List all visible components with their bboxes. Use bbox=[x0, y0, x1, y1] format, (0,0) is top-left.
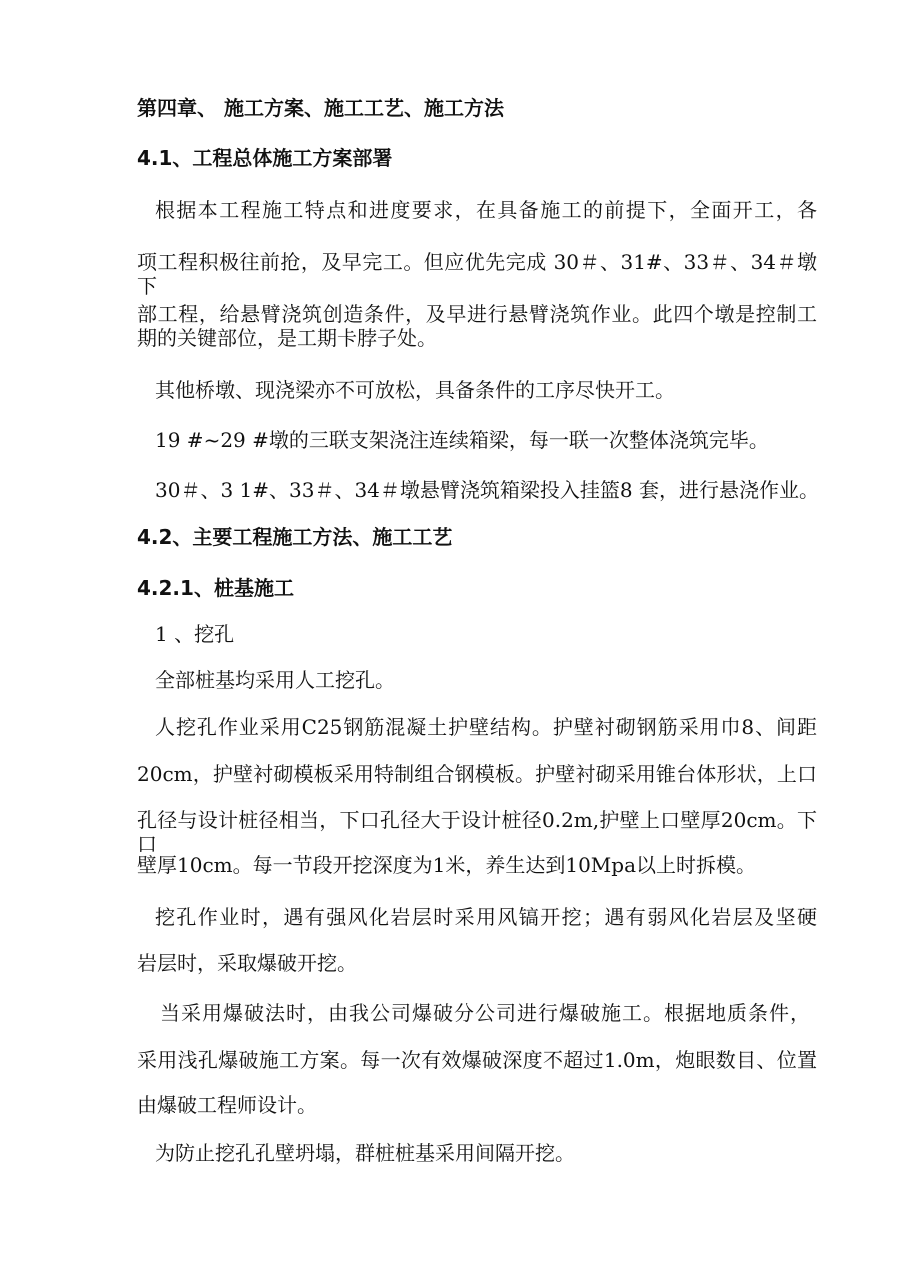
paragraph-line: 人挖孔作业采用C25钢筋混凝土护壁结构。护壁衬砌钢筋采用巾8、间距 bbox=[155, 715, 817, 739]
paragraph-line: 19 #~29 #墩的三联支架浇注连续箱梁，每一联一次整体浇筑完毕。 bbox=[155, 428, 769, 452]
chapter-title: 第四章、 施工方案、施工工艺、施工方法 bbox=[137, 96, 504, 120]
paragraph-line: 根据本工程施工特点和进度要求，在具备施工的前提下，全面开工，各 bbox=[155, 198, 817, 222]
section-heading-4-2: 4.2、主要工程施工方法、施工工艺 bbox=[137, 525, 453, 549]
paragraph-line: 由爆破工程师设计。 bbox=[137, 1093, 317, 1117]
paragraph-line: 为防止挖孔孔壁坍塌，群桩桩基采用间隔开挖。 bbox=[155, 1141, 575, 1165]
item-title: 1 、挖孔 bbox=[155, 622, 235, 646]
paragraph-line: 部工程，给悬臂浇筑创造条件，及早进行悬臂浇筑作业。此四个墩是控制工 bbox=[137, 302, 817, 326]
paragraph-line: 全部桩基均采用人工挖孔。 bbox=[155, 668, 395, 692]
paragraph-line: 20cm，护壁衬砌模板采用特制组合钢模板。护壁衬砌采用锥台体形状，上口 bbox=[137, 762, 817, 786]
section-heading-4-2-1: 4.2.1、桩基施工 bbox=[137, 576, 294, 600]
paragraph-line: 期的关键部位，是工期卡脖子处。 bbox=[137, 326, 437, 350]
paragraph-line: 孔径与设计桩径相当，下口孔径大于设计桩径0.2m,护壁上口壁厚20cm。下 口 bbox=[137, 808, 817, 856]
section-heading-4-1: 4.1、工程总体施工方案部署 bbox=[137, 146, 393, 170]
paragraph-line: 当采用爆破法时，由我公司爆破分公司进行爆破施工。根据地质条件， bbox=[160, 1001, 810, 1025]
paragraph-line: 壁厚10cm。每一节段开挖深度为1米，养生达到10Mpa以上时拆模。 bbox=[137, 853, 756, 877]
paragraph-line: 30＃、3 1#、33＃、34＃墩悬臂浇筑箱梁投入挂篮8 套，进行悬浇作业。 bbox=[155, 478, 819, 502]
paragraph-line: 项工程积极往前抢，及早完工。但应优先完成 30＃、31#、33＃、34＃墩下 bbox=[137, 250, 817, 298]
paragraph-line: 挖孔作业时，遇有强风化岩层时采用风镐开挖；遇有弱风化岩层及坚硬 bbox=[155, 905, 817, 929]
paragraph-line: 采用浅孔爆破施工方案。每一次有效爆破深度不超过1.0m，炮眼数目、位置 bbox=[137, 1048, 817, 1072]
paragraph-line: 其他桥墩、现浇梁亦不可放松，具备条件的工序尽快开工。 bbox=[155, 378, 675, 402]
paragraph-line: 岩层时，采取爆破开挖。 bbox=[137, 951, 357, 975]
